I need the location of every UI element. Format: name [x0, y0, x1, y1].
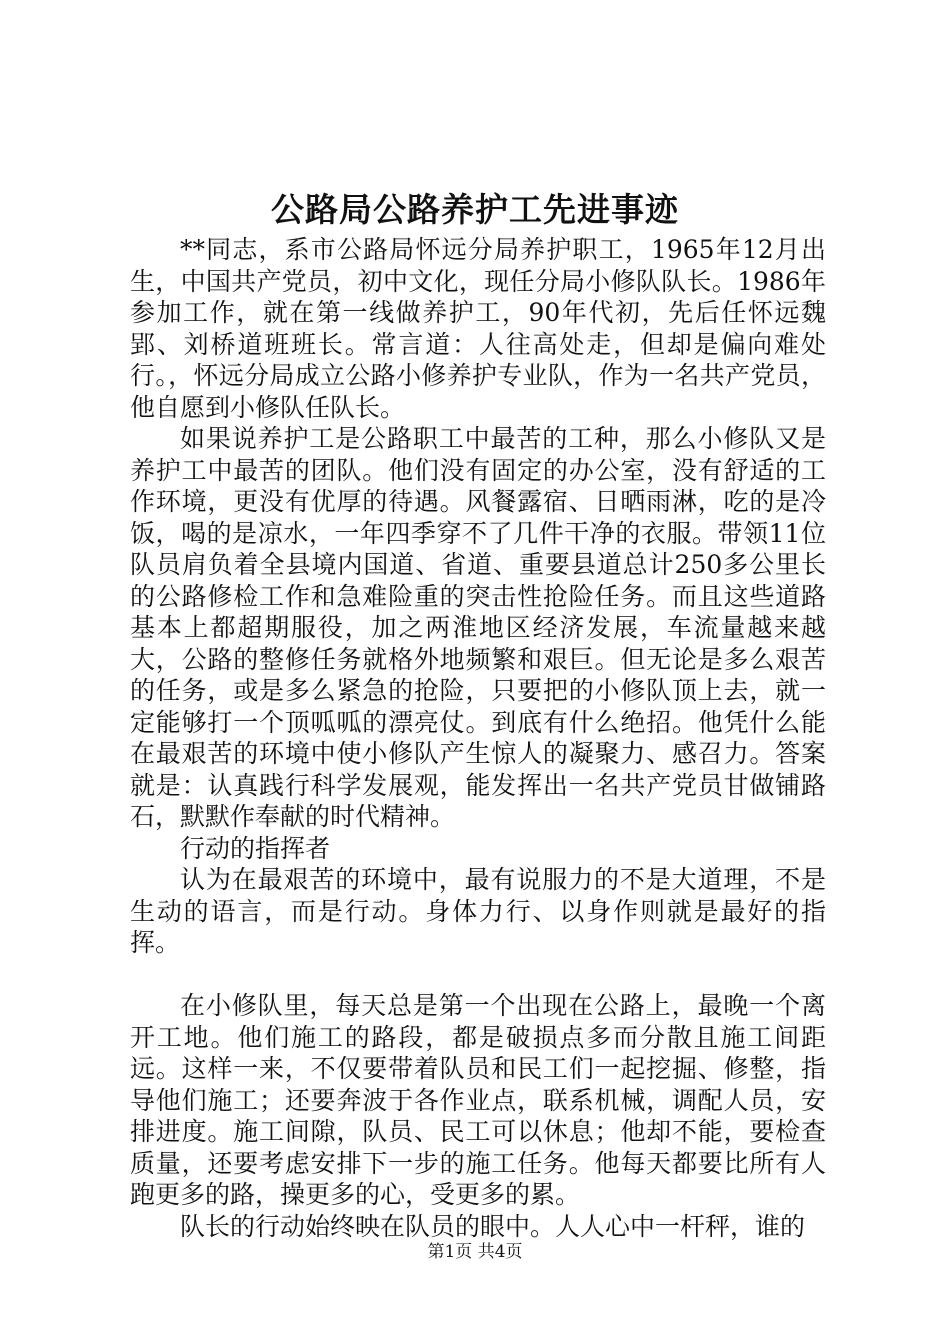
page-footer: 第1页 共4页 [427, 1242, 523, 1262]
paragraph-gap [130, 959, 826, 991]
paragraph-action: 认为在最艰苦的环境中，最有说服力的不是大道理，不是生动的语言，而是行动。身体力行、以身作则就是最好的指挥。 [130, 865, 826, 957]
paragraph-hardship: 如果说养护工是公路职工中最苦的工种，那么小修队又是养护工中最苦的团队。他们没有固定的办公室，没有舒适的工作环境，更没有优厚的待遇。风餐露宿、日晒雨淋，吃的是冷饭，喝的是凉水，一年四季穿不了几件干净的衣服。带领11位队员肩负着全县境内国道、省道、重要县道总计250多公里长的公路修检工作和急难险重的突击性抢险任务。而且这些道路基本上都超期服役，加之两淮地区经济发展，车流量越来越大，公路的整修任务就格外地频繁和艰巨。但无论是多么艰苦的任务，或是多么紧急的抢险，只要把的小修队顶上去，就一定能够打一个顶呱呱的漂亮仗。到底有什么绝招。他凭什么能在最艰苦的环境中使小修队产生惊人的凝聚力、感召力。答案就是：认真践行科学发展观，能发挥出一名共产党员甘做铺路石，默默作奉献的时代精神。 [130, 424, 826, 831]
paragraph-continued: 队长的行动始终映在队员的眼中。人人心中一杆秤，谁的 [180, 1211, 806, 1241]
section-heading: 行动的指挥者 [180, 833, 331, 863]
paragraph-intro: **同志，系市公路局怀远分局养护职工，1965年12月出生，中国共产党员，初中文化，现任分局小修队队长。1986年参加工作，就在第一线做养护工，90年代初，先后任怀远魏郢、刘桥道班班长。常言道：人往高处走，但却是偏向难处行。，怀远分局成立公路小修养护专业队，作为一名共产党员，他自愿到小修队任队长。 [130, 235, 826, 422]
paragraph-daily-work: 在小修队里，每天总是第一个出现在公路上，最晚一个离开工地。他们施工的路段，都是破损点多而分散且施工间距远。这样一来，不仅要带着队员和民工们一起挖掘、修整，指导他们施工；还要奔波于各作业点，联系机械，调配人员，安排进度。施工间隙，队员、民工可以休息；他却不能，要检查质量，还要考虑安排下一步的施工任务。他每天都要比所有人跑更多的路，操更多的心，受更多的累。 [130, 991, 826, 1209]
document-title: 公路局公路养护工先进事迹 [271, 190, 679, 229]
document-body [130, 234, 826, 1242]
